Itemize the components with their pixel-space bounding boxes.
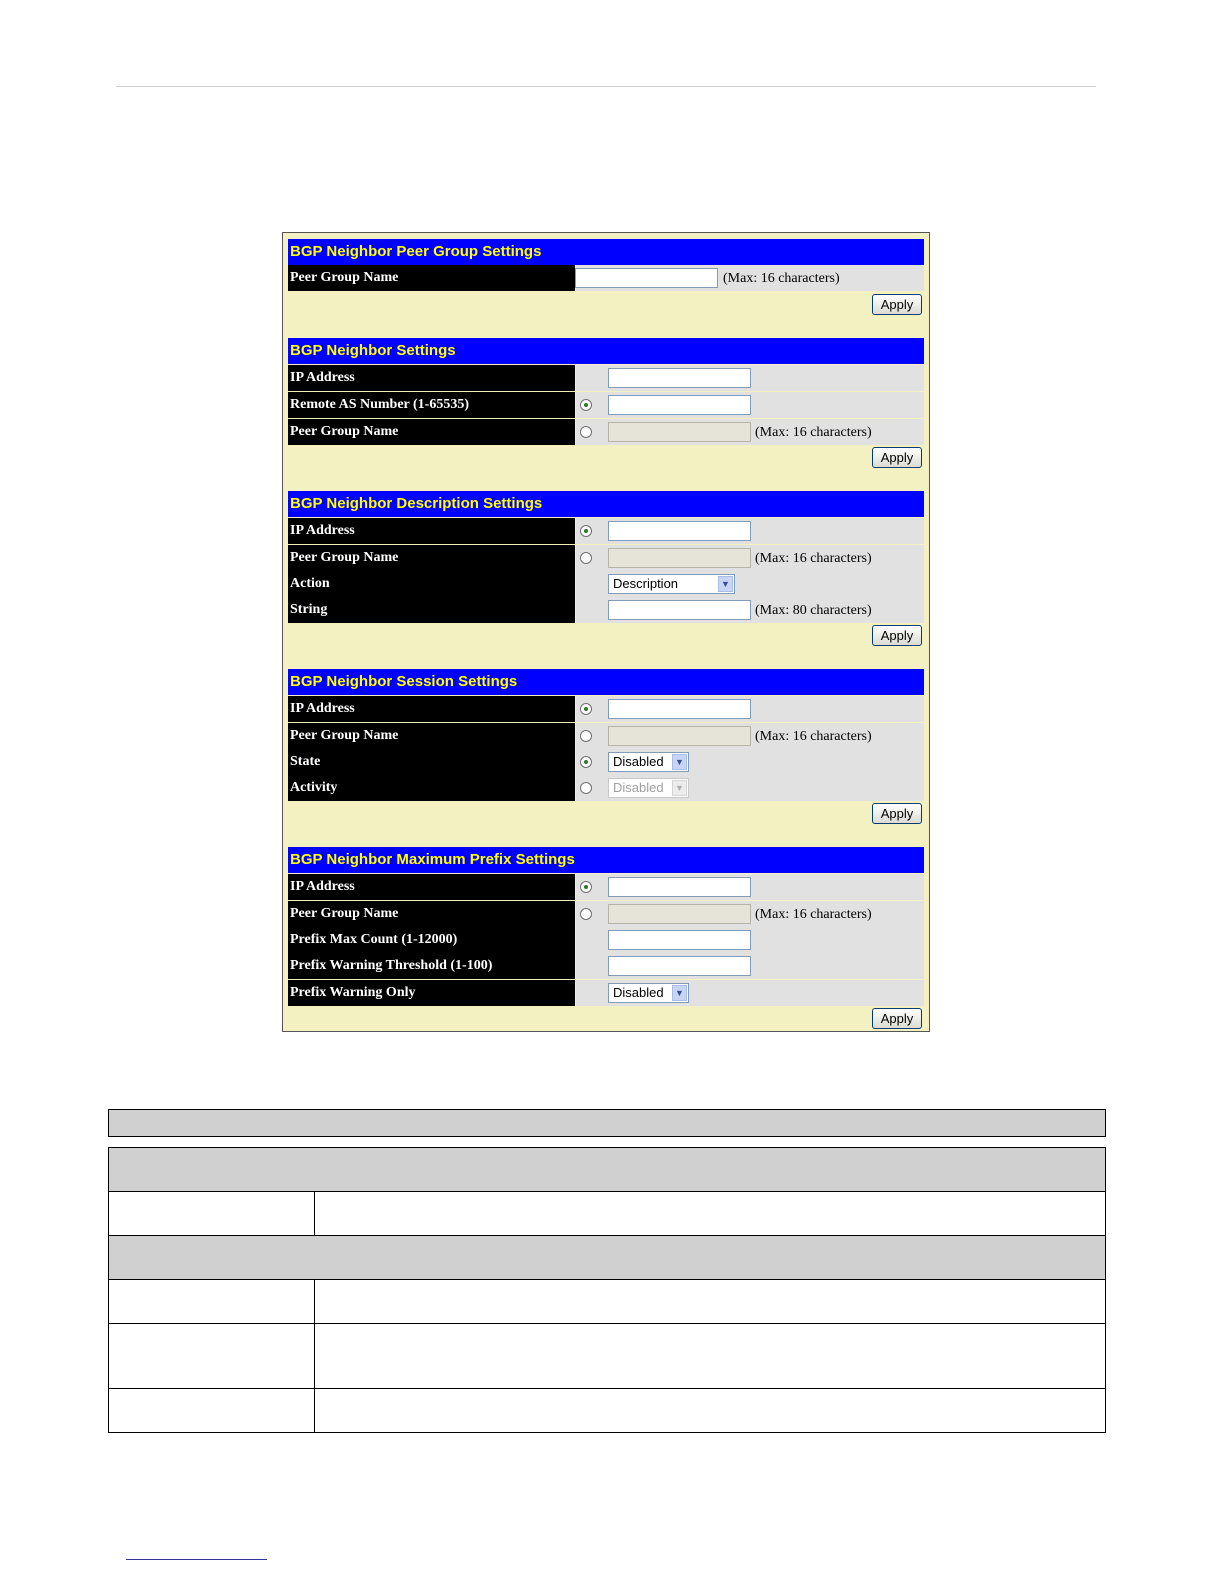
neighbor-ip-input[interactable] [608, 368, 751, 388]
prefix-max-count-input[interactable] [608, 930, 751, 950]
neighbor-ip-row [288, 365, 924, 391]
remote-as-row [288, 392, 924, 418]
session-peer-group-input[interactable] [608, 726, 751, 746]
neighbor-peer-group-radio[interactable] [580, 426, 592, 438]
description-section-title: BGP Neighbor Description Settings [288, 491, 924, 517]
prefix-warning-threshold-row [288, 953, 924, 979]
prefix-warning-only-value: Disabled [613, 985, 664, 1000]
max-prefix-section-title: BGP Neighbor Maximum Prefix Settings [288, 847, 924, 873]
description-string-input[interactable] [608, 600, 751, 620]
description-string-hint: (Max: 80 characters) [755, 603, 872, 618]
peer-group-name-row [288, 265, 924, 291]
peer-group-apply-button[interactable]: Apply [872, 294, 922, 315]
session-activity-radio[interactable] [580, 782, 592, 794]
description-apply-button[interactable]: Apply [872, 625, 922, 646]
max-prefix-ip-label: IP Address [288, 874, 575, 900]
max-prefix-ip-input[interactable] [608, 877, 751, 897]
remote-as-radio[interactable] [580, 399, 592, 411]
chevron-down-icon[interactable]: ▼ [672, 780, 687, 796]
footer-link-underline[interactable] [126, 1559, 267, 1560]
parameter-description-table [108, 1109, 1106, 1433]
description-ip-radio[interactable] [580, 525, 592, 537]
neighbor-peer-group-label: Peer Group Name [288, 419, 575, 445]
description-action-select[interactable] [608, 574, 735, 594]
session-state-label: State [288, 749, 575, 775]
description-ip-input[interactable] [608, 521, 751, 541]
table-section-row [109, 1148, 1106, 1192]
peer-group-name-hint: (Max: 16 characters) [723, 271, 840, 286]
prefix-warning-threshold-input[interactable] [608, 956, 751, 976]
peer-group-name-input[interactable] [575, 268, 718, 288]
description-action-row [288, 571, 924, 597]
session-peer-group-label: Peer Group Name [288, 723, 575, 749]
session-ip-input[interactable] [608, 699, 751, 719]
session-section-title: BGP Neighbor Session Settings [288, 669, 924, 695]
session-peer-group-row [288, 723, 924, 749]
peer-group-name-label: Peer Group Name [288, 265, 575, 291]
session-activity-label: Activity [288, 775, 575, 801]
neighbor-peer-group-hint: (Max: 16 characters) [755, 425, 872, 440]
description-peer-group-row [288, 545, 924, 571]
session-peer-group-radio[interactable] [580, 730, 592, 742]
remote-as-label: Remote AS Number (1-65535) [288, 392, 575, 418]
bgp-settings-panel [282, 232, 930, 1032]
table-section-row [109, 1236, 1106, 1280]
session-ip-radio[interactable] [580, 703, 592, 715]
description-ip-row [288, 518, 924, 544]
neighbor-peer-group-input[interactable] [608, 422, 751, 442]
table-row [109, 1324, 1106, 1389]
description-action-label: Action [288, 571, 575, 597]
remote-as-input[interactable] [608, 395, 751, 415]
prefix-warning-only-label: Prefix Warning Only [288, 980, 575, 1006]
session-apply-button[interactable]: Apply [872, 803, 922, 824]
max-prefix-peer-group-label: Peer Group Name [288, 901, 575, 927]
chevron-down-icon[interactable]: ▼ [672, 754, 687, 770]
neighbor-section-title: BGP Neighbor Settings [288, 338, 924, 364]
description-action-value: Description [613, 576, 679, 591]
max-prefix-peer-group-hint: (Max: 16 characters) [755, 907, 872, 922]
description-peer-group-hint: (Max: 16 characters) [755, 551, 872, 566]
description-peer-group-input[interactable] [608, 548, 751, 568]
prefix-warning-only-row [288, 980, 924, 1006]
table-row [109, 1280, 1106, 1324]
session-peer-group-hint: (Max: 16 characters) [755, 729, 872, 744]
max-prefix-peer-group-radio[interactable] [580, 908, 592, 920]
description-string-label: String [288, 597, 575, 623]
session-state-row [288, 749, 924, 775]
prefix-warning-threshold-label: Prefix Warning Threshold (1-100) [288, 953, 575, 979]
session-activity-value: Disabled [613, 780, 664, 795]
table-title-row [109, 1110, 1106, 1137]
peer-group-section-title: BGP Neighbor Peer Group Settings [288, 239, 924, 265]
neighbor-apply-button[interactable]: Apply [872, 447, 922, 468]
max-prefix-ip-radio[interactable] [580, 881, 592, 893]
table-row [109, 1192, 1106, 1236]
prefix-warning-only-select[interactable] [608, 983, 689, 1003]
max-prefix-ip-row [288, 874, 924, 900]
prefix-max-count-row [288, 927, 924, 953]
description-peer-group-label: Peer Group Name [288, 545, 575, 571]
neighbor-peer-group-row [288, 419, 924, 445]
session-activity-row [288, 775, 924, 801]
description-peer-group-radio[interactable] [580, 552, 592, 564]
page-top-rule [116, 86, 1096, 87]
description-ip-label: IP Address [288, 518, 575, 544]
chevron-down-icon[interactable]: ▼ [672, 985, 687, 1001]
session-ip-label: IP Address [288, 696, 575, 722]
session-activity-select[interactable] [608, 778, 689, 798]
table-row [109, 1389, 1106, 1433]
session-state-value: Disabled [613, 754, 664, 769]
session-state-radio[interactable] [580, 756, 592, 768]
max-prefix-peer-group-input[interactable] [608, 904, 751, 924]
max-prefix-peer-group-row [288, 901, 924, 927]
neighbor-ip-label: IP Address [288, 365, 575, 391]
prefix-max-count-label: Prefix Max Count (1-12000) [288, 927, 575, 953]
session-state-select[interactable] [608, 752, 689, 772]
session-ip-row [288, 696, 924, 722]
description-string-row [288, 597, 924, 623]
chevron-down-icon[interactable]: ▼ [718, 576, 733, 592]
max-prefix-apply-button[interactable]: Apply [872, 1008, 922, 1029]
